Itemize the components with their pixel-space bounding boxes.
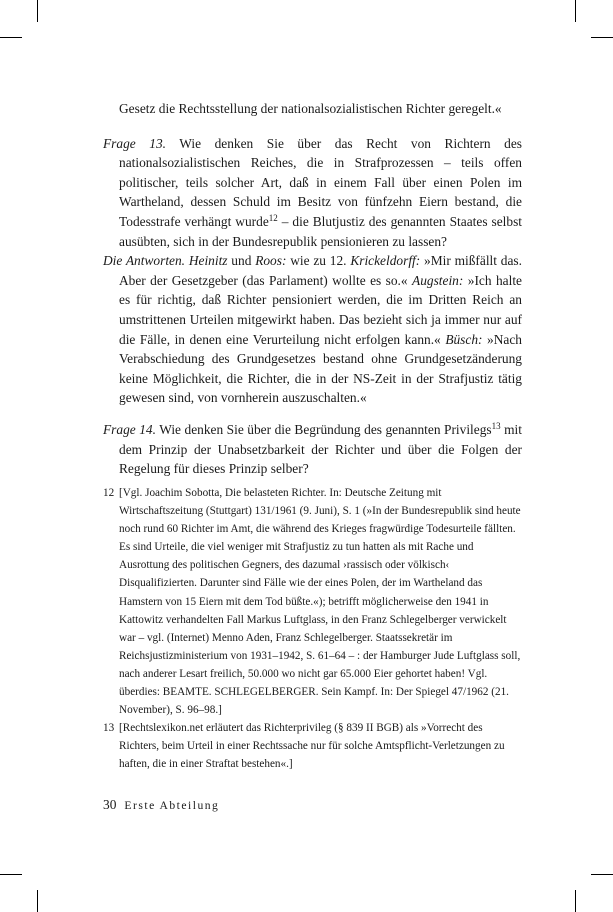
respondent-name: Büsch: [445,331,483,347]
crop-mark [575,0,576,22]
question-13: Frage 13. Wie denken Sie über das Recht von Richtern des nationalsozialistischen Reiches, die in Strafprozessen – teils offen politischer, teils solcher Art, daß in einem Fall über einen Polen im Wartheland, dessen Schuld im Besitz von fünfzehn Eiern bestand, die Todesstrafe verhängt wurde$^{12}$ – die Blutjustiz des genannten Staates selbst ausübten, sich in der Bundesrepublik pensionieren zu lassen? [103,135,522,249]
answers-label: Die Antworten. [103,253,186,269]
respondent-name: Krickeldorff: [350,253,421,269]
footnote-number: 13 [103,722,115,735]
footnote-ref[interactable]: 12 [268,212,278,223]
crop-mark [37,0,38,22]
footnote-text: [Rechtslexikon.net erläutert das Richterprivileg (§ 839 II BGB) als »Vorrecht des Richters, beim Urteil in einer Rechtssache nur für solche Amtspflicht-Verletzungen zu haften, die in einer Straftat bestehen«.] [119,722,505,771]
crop-mark [37,890,38,912]
footnotes [103,484,522,774]
footnote [103,484,522,719]
respondent-name: Augstein: [412,272,464,288]
question-label: Frage 13. [103,135,166,151]
crop-mark [0,874,22,875]
continuation-line: Gesetz die Rechtsstellung der nationalsozialistischen Richter geregelt.« [119,101,502,116]
page-number: 30 [103,797,117,812]
footnote-number: 12 [103,487,115,499]
answers: Die Antworten. Heinitz und Roos: wie zu 12. Krickeldorff: »Mir mißfällt das. Aber der Gesetzgeber (das Parlament) wollte es so.« Augstein: »Ich halte es für richtig, daß Richter pensioniert werden, die im Dritten Reich an umstrittenen Urteilen mitgewirkt haben. Das bezieht sich ja immer nur auf die Fälle, in denen eine Verurteilung nicht erfolgen kann.« Büsch: »Nach Verabschiedung des Grundgesetzes bestand ohne Grundgesetzänderung keine Möglichkeit, die Richter, die in der NS-Zeit in der Strafjustiz tätig gewesen sind, von vornherein auszuschalten.« [103,253,523,406]
crop-mark [575,890,576,912]
running-head: Erste Abteilung [124,799,220,812]
respondent-name: Heinitz [188,253,228,269]
crop-mark [0,37,22,38]
question-14: Frage 14. Wie denken Sie über die Begründung des genannten Privilegs$^{13}$ mit dem Prinzip der Unabsetzbarkeit der Richter und über die Folgen der Regelung für dieses Prinzip selber? [103,420,522,477]
footnote-ref[interactable]: 13 [491,420,501,431]
main-text [103,99,522,479]
question-label: Frage 14. [103,421,156,437]
page-footer [103,797,219,813]
footnote [103,719,522,773]
crop-mark [591,37,613,38]
footnote-text: [Vgl. Joachim Sobotta, Die belasteten Richter. In: Deutsche Zeitung mit Wirtschaftszeitung (Stuttgart) 131/1961 (9. Juni), S. 1 (»In der Bundesrepublik sind heute noch rund 60 Richter im Amt, die während des Krieges fragwürdige Todesurteile fällten. Es sind Urteile, die viel weniger mit Strafjustiz zu tun hatten als mit Rache und Ausrottung des politischen Gegners, des dazumal ›rassisch oder völkisch‹ Disqualifizierten. Darunter sind Fälle wie der eines Polen, der im Wartheland das Hamstern von 15 Eiern mit dem Tod büßte.«); betrifft möglicherweise den 1941 in Kattowitz verhandelten Fall Markus Luftglass, in den Franz Schlegelberger verwickelt war – vgl. (Internet) Menno Aden, Franz Schlegelberger. Staatssekretär im Reichsjustizministerium von 1931–1942, S. 61–64 – : der Hamburger Jude Luftglass soll, nach anderer Lesart freilich, 50.000 wo nicht gar 65.000 Eier gehortet haben! Vgl. überdies: BEAMTE. SCHLEGELBERGER. Sein Kampf. In: Der Spiegel 47/1962 (21. November), S. 96–98.] [119,487,521,717]
respondent-name: Roos: [255,253,287,269]
crop-mark [591,874,613,875]
